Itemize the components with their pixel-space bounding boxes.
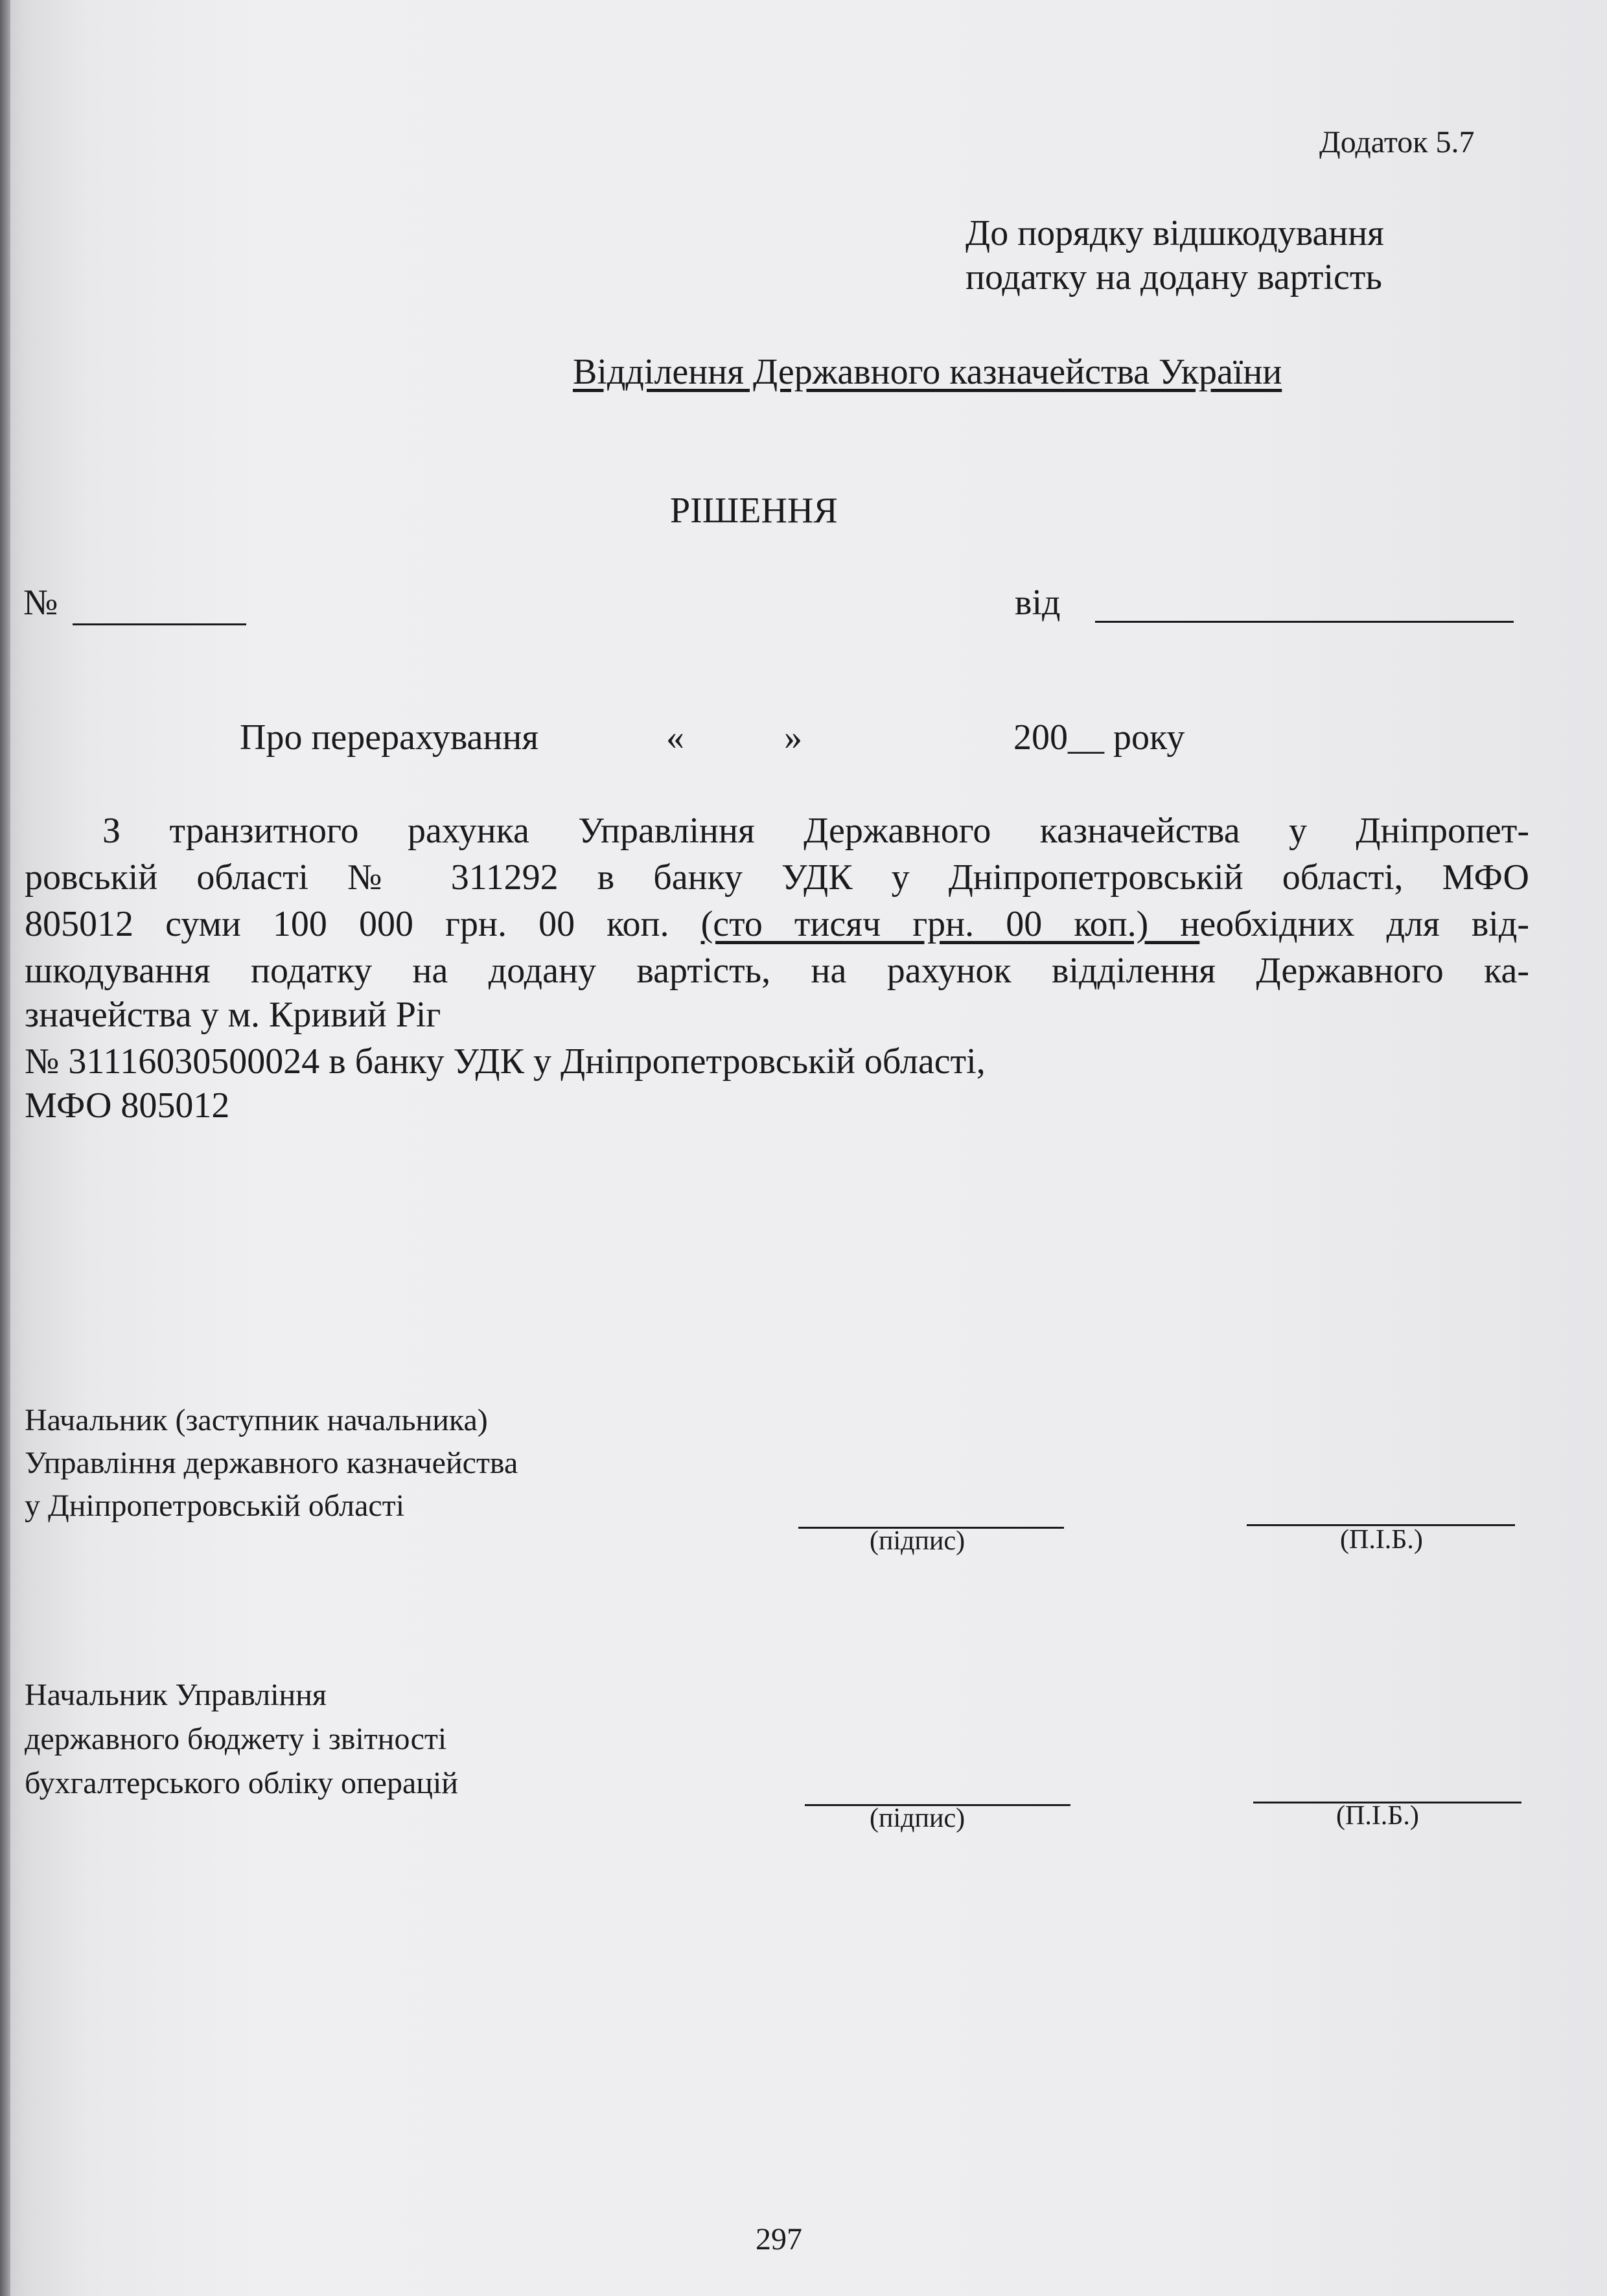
subject-text: Про перерахування: [240, 717, 539, 758]
page-edge-shadow: [0, 0, 10, 2296]
appendix-label: Додаток 5.7: [1319, 125, 1475, 159]
department-name: Відділення Державного казначейства України: [573, 352, 1282, 392]
signer-2-role-line1: Начальник Управління: [25, 1678, 327, 1712]
year-text: 200__ року: [1013, 717, 1185, 758]
signer-1-role-line3: у Дніпропетровській області: [25, 1489, 405, 1523]
procedure-reference-line1: До порядку відшкодування: [965, 213, 1384, 253]
amount-figures: 805012 суми 100 000 грн. 00 коп.: [25, 904, 669, 944]
signer-1-signature-caption: (підпис): [870, 1526, 965, 1556]
body-line-2: ровській області № 311292 в банку УДК у Дніпропетровській області, МФО: [25, 857, 1529, 898]
page-number: 297: [756, 2222, 802, 2256]
signer-2-role-line3: бухгалтерського обліку операцій: [25, 1766, 458, 1800]
body-line-5: значейства у м. Кривий Ріг: [25, 995, 441, 1035]
body-line-4: шкодування податку на додану вартість, на рахунок відділення Державного ка-: [25, 951, 1529, 991]
date-blank-line: [1095, 621, 1514, 623]
body-line-1: З транзитного рахунка Управління Державного казначейства у Дніпропет-: [102, 811, 1529, 851]
document-title: РІШЕННЯ: [670, 491, 838, 531]
number-label: №: [23, 583, 58, 623]
signer-2-role-line2: державного бюджету і звітності: [25, 1722, 447, 1756]
signer-1-name-caption: (П.І.Б.): [1340, 1525, 1423, 1555]
quote-open: «: [666, 717, 684, 758]
number-blank-line: [73, 623, 246, 625]
signer-2-name-caption: (П.І.Б.): [1336, 1801, 1419, 1831]
amount-in-words: (сто тисяч грн. 00 коп.) н: [700, 904, 1200, 944]
date-label: від: [1015, 583, 1061, 623]
signer-1-role-line1: Начальник (заступник начальника): [25, 1403, 488, 1437]
body-line-6: № 31116030500024 в банку УДК у Дніпропетровській області,: [25, 1041, 986, 1082]
signer-2-signature-caption: (підпис): [870, 1803, 965, 1833]
signer-1-role-line2: Управління державного казначейства: [25, 1446, 518, 1480]
body-line-7: МФО 805012: [25, 1085, 230, 1126]
quote-close: »: [784, 717, 802, 758]
body-line-3-tail: еобхідних для від-: [1199, 904, 1530, 944]
procedure-reference-line2: податку на додану вартість: [965, 257, 1382, 297]
body-line-3: [25, 901, 1529, 947]
